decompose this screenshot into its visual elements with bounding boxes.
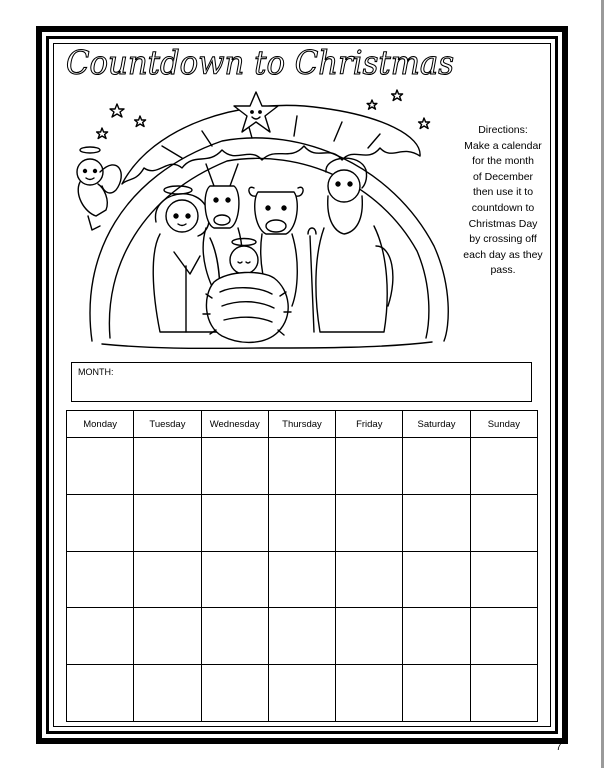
calendar-day-cell[interactable] <box>470 494 537 551</box>
calendar-day-cell[interactable] <box>336 608 403 665</box>
calendar-day-cell[interactable] <box>403 494 470 551</box>
calendar-day-cell[interactable] <box>134 608 201 665</box>
directions-line: countdown to <box>471 201 535 214</box>
month-label: MONTH: <box>78 367 114 377</box>
calendar-header-row <box>67 411 538 438</box>
day-header-friday: Friday <box>336 411 403 438</box>
nativity-illustration <box>62 86 457 358</box>
calendar-day-cell[interactable] <box>403 608 470 665</box>
day-header-wednesday: Wednesday <box>201 411 268 438</box>
directions-line: pass. <box>490 264 516 277</box>
small-star-icon <box>392 90 403 101</box>
star-icon <box>234 92 278 132</box>
calendar-day-cell[interactable] <box>268 551 335 608</box>
calendar-day-cell[interactable] <box>470 551 537 608</box>
calendar-day-cell[interactable] <box>470 665 537 722</box>
calendar-day-cell[interactable] <box>201 438 268 495</box>
calendar-day-cell[interactable] <box>67 665 134 722</box>
directions-line: Christmas Day <box>468 217 538 230</box>
calendar-week-row <box>67 608 538 665</box>
calendar-week-row <box>67 494 538 551</box>
day-header-tuesday: Tuesday <box>134 411 201 438</box>
small-star-icon <box>110 104 124 117</box>
small-star-icon <box>97 128 108 139</box>
calendar-day-cell[interactable] <box>470 608 537 665</box>
calendar-day-cell[interactable] <box>470 438 537 495</box>
calendar-day-cell[interactable] <box>201 665 268 722</box>
small-star-icon <box>135 116 146 127</box>
calendar-day-cell[interactable] <box>268 665 335 722</box>
calendar-day-cell[interactable] <box>67 608 134 665</box>
directions-line: of December <box>472 170 534 183</box>
calendar-day-cell[interactable] <box>67 438 134 495</box>
joseph-icon <box>308 158 393 332</box>
calendar-day-cell[interactable] <box>201 494 268 551</box>
calendar-day-cell[interactable] <box>403 438 470 495</box>
calendar-day-cell[interactable] <box>268 438 335 495</box>
calendar-day-cell[interactable] <box>134 494 201 551</box>
page-title <box>62 40 462 84</box>
calendar-day-cell[interactable] <box>403 551 470 608</box>
calendar-day-cell[interactable] <box>403 665 470 722</box>
small-star-icon <box>367 100 377 109</box>
calendar-day-cell[interactable] <box>336 665 403 722</box>
directions-line: by crossing off <box>469 233 537 246</box>
day-header-monday: Monday <box>67 411 134 438</box>
calendar-day-cell[interactable] <box>134 665 201 722</box>
month-field[interactable] <box>71 362 532 402</box>
calendar-day-cell[interactable] <box>336 551 403 608</box>
calendar-grid <box>66 410 538 722</box>
day-header-saturday: Saturday <box>403 411 470 438</box>
calendar-week-row <box>67 438 538 495</box>
calendar-day-cell[interactable] <box>67 551 134 608</box>
calendar-day-cell[interactable] <box>336 494 403 551</box>
calendar-day-cell[interactable] <box>67 494 134 551</box>
angel-icon <box>77 147 121 230</box>
directions-heading: Directions: <box>478 124 528 136</box>
day-header-thursday: Thursday <box>268 411 335 438</box>
calendar-day-cell[interactable] <box>268 494 335 551</box>
directions-text <box>458 123 548 279</box>
directions-line: each day as they <box>463 248 543 261</box>
calendar-day-cell[interactable] <box>268 608 335 665</box>
thatched-roof <box>122 105 420 184</box>
page-number: 7 <box>556 742 562 753</box>
title-text: Countdown to Christmas <box>66 43 454 82</box>
calendar-day-cell[interactable] <box>336 438 403 495</box>
calendar-day-cell[interactable] <box>134 551 201 608</box>
small-star-icon <box>419 118 430 129</box>
day-header-sunday: Sunday <box>470 411 537 438</box>
ground-line <box>102 342 432 348</box>
directions-line: for the month <box>472 155 534 168</box>
calendar-week-row <box>67 551 538 608</box>
calendar-day-cell[interactable] <box>134 438 201 495</box>
calendar-week-row <box>67 665 538 722</box>
directions-line: then use it to <box>472 186 534 199</box>
directions-line: Make a calendar <box>464 139 542 152</box>
calendar-day-cell[interactable] <box>201 551 268 608</box>
calendar-day-cell[interactable] <box>201 608 268 665</box>
